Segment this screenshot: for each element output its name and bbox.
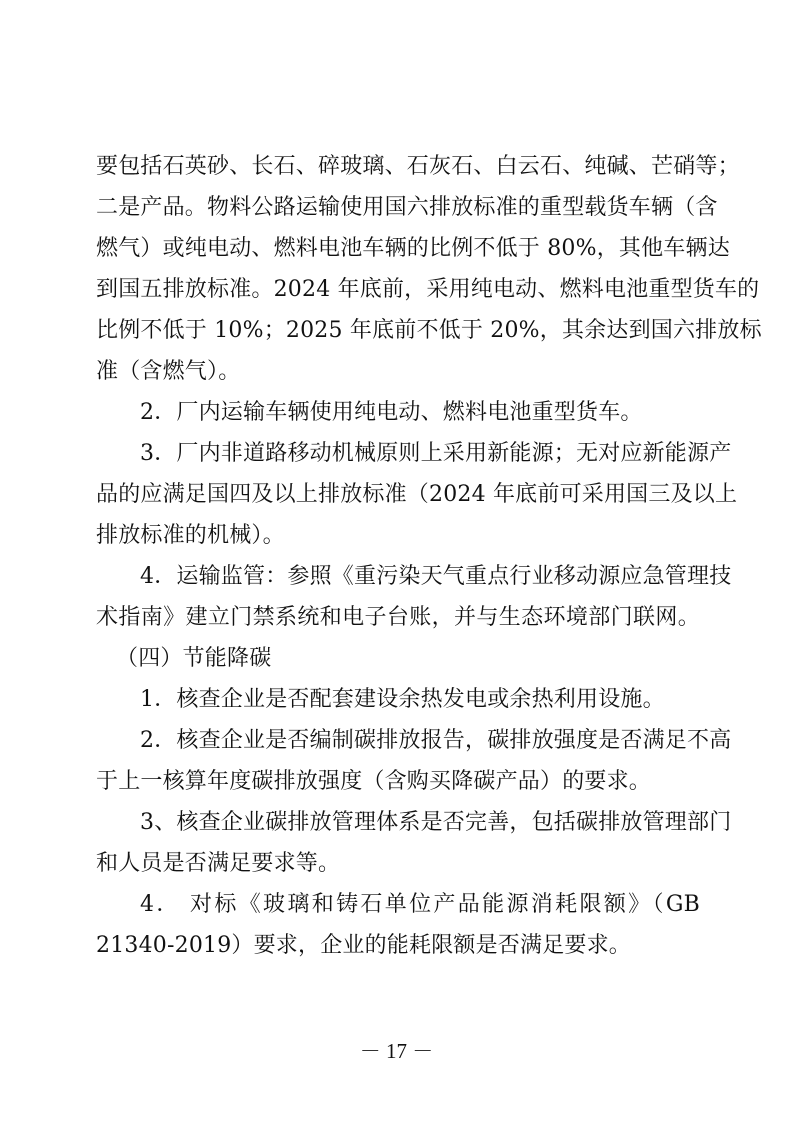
list-item-2: 2．核查企业是否编制碳排放报告，碳排放强度是否满足不高 — [140, 728, 732, 753]
page-number: － 17 － — [359, 1039, 434, 1063]
list-item-4: 4．运输监管：参照《重污染天气重点行业移动源应急管理技 — [140, 564, 732, 589]
section-heading: （四）节能降碳 — [116, 646, 272, 671]
list-item-3: 3、核查企业碳排放管理体系是否完善，包括碳排放管理部门 — [140, 810, 732, 835]
text-line: 于上一核算年度碳排放强度（含购买降碳产品）的要求。 — [96, 769, 652, 794]
text-line: 准（含燃气）。 — [96, 359, 241, 384]
text-line: 要包括石英砂、长石、碎玻璃、石灰石、白云石、纯碱、芒硝等； — [96, 154, 740, 179]
text-line: 燃气）或纯电动、燃料电池车辆的比例不低于 80%，其他车辆达 — [96, 236, 730, 261]
text-line: 术指南》建立门禁系统和电子台账，并与生态环境部门联网。 — [96, 605, 700, 630]
list-item-2: 2．厂内运输车辆使用纯电动、燃料电池重型货车。 — [140, 400, 643, 425]
list-item-1: 1．核查企业是否配套建设余热发电或余热利用设施。 — [140, 687, 665, 712]
text-line: 和人员是否满足要求等。 — [96, 851, 341, 876]
text-line: 比例不低于 10%；2025 年底前不低于 20%，其余达到国六排放标 — [96, 318, 762, 343]
list-item-3: 3．厂内非道路移动机械原则上采用新能源；无对应新能源产 — [140, 441, 732, 466]
text-line: 品的应满足国四及以上排放标准（2024 年底前可采用国三及以上 — [96, 482, 738, 507]
list-item-4: 4． 对标《玻璃和铸石单位产品能源消耗限额》（GB — [140, 892, 700, 917]
text-line: 到国五排放标准。2024 年底前，采用纯电动、燃料电池重型货车的 — [96, 277, 760, 302]
text-line: 21340-2019）要求，企业的能耗限额是否满足要求。 — [96, 933, 632, 958]
text-line: 二是产品。物料公路运输使用国六排放标准的重型载货车辆（含 — [96, 195, 718, 220]
text-line: 排放标准的机械）。 — [96, 523, 285, 548]
